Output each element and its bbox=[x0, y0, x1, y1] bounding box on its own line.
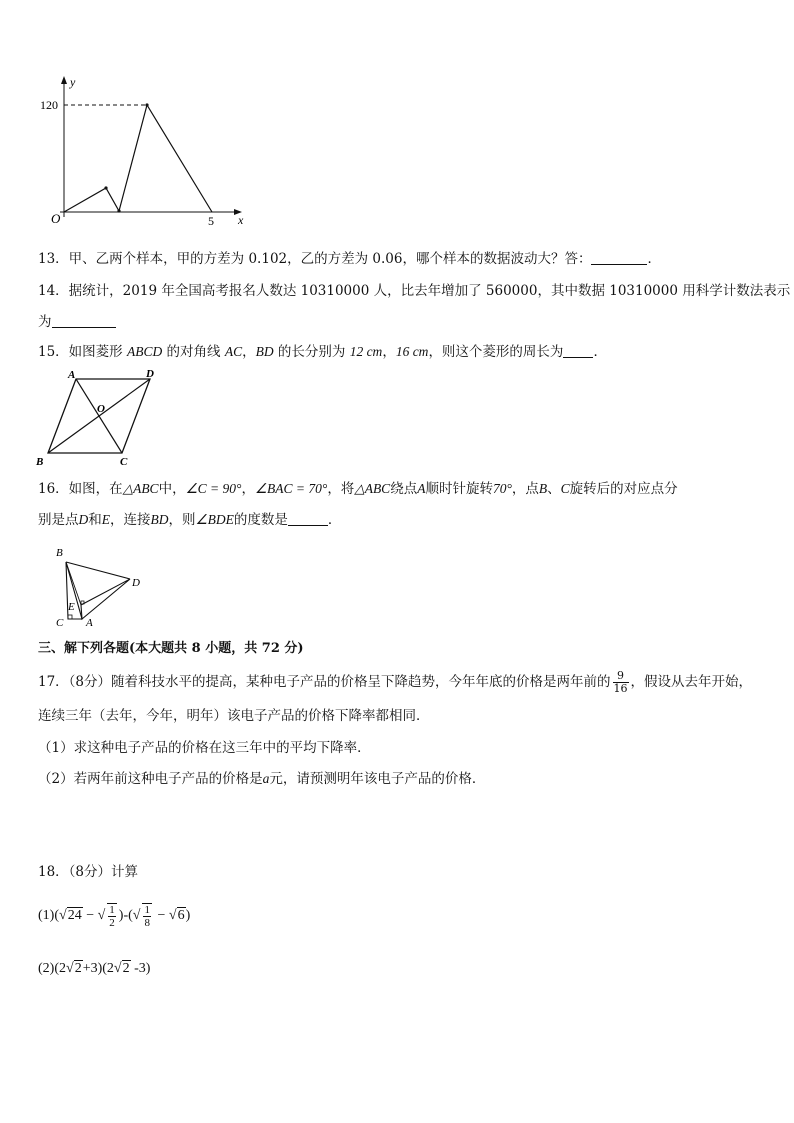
radicand-fraction-eighth bbox=[142, 903, 152, 929]
rhombus-figure bbox=[30, 368, 170, 468]
q18-expression-2 bbox=[38, 960, 150, 978]
question-16-line2 bbox=[38, 511, 341, 529]
graph-polyline bbox=[64, 105, 212, 212]
radicand-24: 24 bbox=[67, 908, 82, 923]
q16-text: 别是点 bbox=[38, 512, 79, 528]
x-tick-label: 5 bbox=[208, 214, 214, 228]
vertex-point bbox=[145, 103, 148, 106]
q15-diagonal-ac: AC bbox=[224, 344, 243, 359]
vertex-label-b: B bbox=[36, 456, 44, 468]
x-axis-label: x bbox=[238, 213, 244, 227]
vertex-label-a: A bbox=[86, 617, 93, 629]
question-17-sub1: （1）求这种电子产品的价格在这三年中的平均下降率． bbox=[38, 740, 371, 756]
question-13 bbox=[38, 250, 661, 268]
expr-text: (2)(2 bbox=[38, 961, 66, 976]
vertex-point bbox=[104, 186, 107, 189]
q16-text: 顺时针旋转 bbox=[425, 481, 493, 497]
sqrt-sign: √ bbox=[97, 908, 106, 923]
fraction-numerator: 1 bbox=[109, 903, 115, 916]
vertex-label-c: C bbox=[120, 456, 128, 468]
q14-answer-blank[interactable] bbox=[52, 313, 116, 328]
q15-text: 的对角线 bbox=[162, 344, 225, 360]
fraction-denominator: 16 bbox=[613, 682, 628, 695]
q15-text: 的长分别为 bbox=[273, 344, 350, 360]
fraction-numerator: 9 bbox=[613, 670, 629, 683]
vertex-label-e: E bbox=[68, 601, 75, 613]
q15-end: ． bbox=[593, 344, 607, 360]
q17-text: ，假设从去年开始， bbox=[630, 674, 753, 690]
radicand-fraction-half bbox=[107, 903, 117, 929]
q16-text: ，点 bbox=[511, 481, 539, 497]
vertex-label-d: D bbox=[132, 577, 140, 589]
q16-answer-blank[interactable] bbox=[288, 511, 328, 526]
q13-text: 13．甲、乙两个样本，甲的方差为 0.102，乙的方差为 0.06，哪个样本的数据波动大？答： bbox=[38, 251, 592, 267]
q16-point-b: B bbox=[538, 481, 548, 496]
q16-angle-c: ∠C = 90° bbox=[185, 481, 242, 496]
expr-text: -3) bbox=[130, 961, 151, 976]
q14-text: 14．据统计，2019 年全国高考报名人数达 10310000 人，比去年增加了 560000，其中数据 10310000 用科学计数法表示 bbox=[38, 283, 791, 299]
diagonal-bd bbox=[48, 379, 150, 453]
expr-text: (1)( bbox=[38, 908, 59, 923]
q15-length-1: 12 cm bbox=[349, 344, 383, 359]
rotation-figure bbox=[50, 542, 160, 632]
question-14-line1 bbox=[38, 282, 790, 300]
right-angle-mark bbox=[68, 615, 72, 619]
question-17-sub2 bbox=[38, 770, 485, 788]
fraction-numerator: 1 bbox=[144, 903, 150, 916]
q17-fraction bbox=[613, 670, 629, 695]
q15-length-2: 16 cm bbox=[395, 344, 429, 359]
fraction-denominator: 8 bbox=[144, 916, 150, 929]
q16-angle-bac: ∠BAC = 70° bbox=[254, 481, 328, 496]
vertex-point bbox=[117, 209, 120, 212]
q16-rotation-degree: 70° bbox=[492, 481, 512, 496]
y-tick-label: 120 bbox=[40, 98, 58, 112]
q16-text: ，连接 bbox=[110, 512, 151, 528]
q15-diagonal-bd: BD bbox=[255, 344, 274, 359]
vertex-label-b: B bbox=[56, 547, 63, 559]
radicand-2: 2 bbox=[74, 961, 82, 976]
sqrt-sign: √ bbox=[132, 908, 141, 923]
y-axis-label: y bbox=[70, 75, 76, 89]
q16-text: 的度数是 bbox=[233, 512, 288, 528]
q15-answer-blank[interactable] bbox=[563, 343, 593, 358]
q17-variable-a: a bbox=[262, 771, 270, 786]
q15-text: ， bbox=[242, 344, 256, 360]
center-label-o: O bbox=[97, 403, 105, 415]
triangle-ade bbox=[81, 579, 130, 619]
q15-text: ， bbox=[382, 344, 396, 360]
vertex-label-a: A bbox=[68, 369, 76, 381]
question-18-title: 18．（8分）计算 bbox=[38, 864, 139, 880]
section-3-heading: 三、解下列各题(本大题共 8 小题，共 72 分) bbox=[38, 641, 304, 656]
question-17-line1 bbox=[38, 670, 752, 695]
q13-end: ． bbox=[647, 251, 661, 267]
expr-text: − bbox=[82, 908, 98, 923]
radicand-2: 2 bbox=[122, 961, 130, 976]
segment-be bbox=[66, 562, 81, 605]
radicand-6: 6 bbox=[177, 908, 185, 923]
question-14-line2 bbox=[38, 313, 116, 331]
expr-text: ) bbox=[185, 908, 191, 923]
question-15 bbox=[38, 343, 607, 361]
q15-text: ，则这个菱形的周长为 bbox=[428, 344, 564, 360]
fraction-denominator: 2 bbox=[109, 916, 115, 929]
q16-text: ， bbox=[241, 481, 255, 497]
question-17-line2: 连续三年（去年，今年，明年）该电子产品的价格下降率都相同． bbox=[38, 708, 430, 724]
q16-text: 、 bbox=[547, 481, 561, 497]
q17-text: 17．（8分）随着科技水平的提高，某种电子产品的价格呈下降趋势，今年年底的价格是两年前的 bbox=[38, 674, 611, 690]
q16-angle-bde: ∠BDE bbox=[195, 512, 234, 527]
sqrt-sign: √ bbox=[66, 961, 74, 976]
q15-text: 15．如图菱形 bbox=[38, 344, 127, 360]
q16-text: ，则 bbox=[168, 512, 196, 528]
q16-text: 16．如图，在 bbox=[38, 481, 123, 497]
q16-point-c: C bbox=[560, 481, 570, 496]
question-16-line1 bbox=[38, 480, 678, 498]
q16-triangle: △ABC bbox=[122, 481, 159, 496]
q16-triangle: △ABC bbox=[354, 481, 391, 496]
expr-text: )-( bbox=[118, 908, 133, 923]
q16-text: 中， bbox=[158, 481, 186, 497]
line-graph-figure bbox=[40, 72, 260, 232]
q16-text: 绕点 bbox=[390, 481, 418, 497]
q16-end: ． bbox=[327, 512, 342, 528]
q16-text: 旋转后的对应点分 bbox=[569, 481, 678, 497]
vertex-label-c: C bbox=[56, 617, 64, 629]
sqrt-sign: √ bbox=[168, 908, 177, 923]
q13-answer-blank[interactable] bbox=[591, 250, 647, 265]
segment-bd bbox=[66, 562, 130, 579]
sqrt-sign: √ bbox=[59, 908, 67, 923]
q17-text: （2）若两年前这种电子产品的价格是 bbox=[38, 771, 263, 787]
q18-expression-1 bbox=[38, 902, 190, 930]
q14-text2: 为 bbox=[38, 314, 52, 330]
q16-text: ，将 bbox=[327, 481, 355, 497]
expr-text: − bbox=[153, 908, 169, 923]
q16-text: 和 bbox=[88, 512, 102, 528]
q16-point-a: A bbox=[417, 481, 426, 496]
origin-label: O bbox=[51, 211, 61, 226]
y-axis-arrow bbox=[61, 76, 67, 84]
q16-segment-bd: BD bbox=[150, 512, 169, 527]
q16-point-d: D bbox=[78, 512, 89, 527]
sqrt-sign: √ bbox=[113, 961, 122, 976]
q16-point-e: E bbox=[101, 512, 110, 527]
vertex-label-d: D bbox=[146, 368, 154, 380]
q17-text: 元，请预测明年该电子产品的价格． bbox=[269, 771, 486, 787]
q15-rhombus-name: ABCD bbox=[126, 344, 163, 359]
expr-text: +3)(2 bbox=[82, 961, 114, 976]
